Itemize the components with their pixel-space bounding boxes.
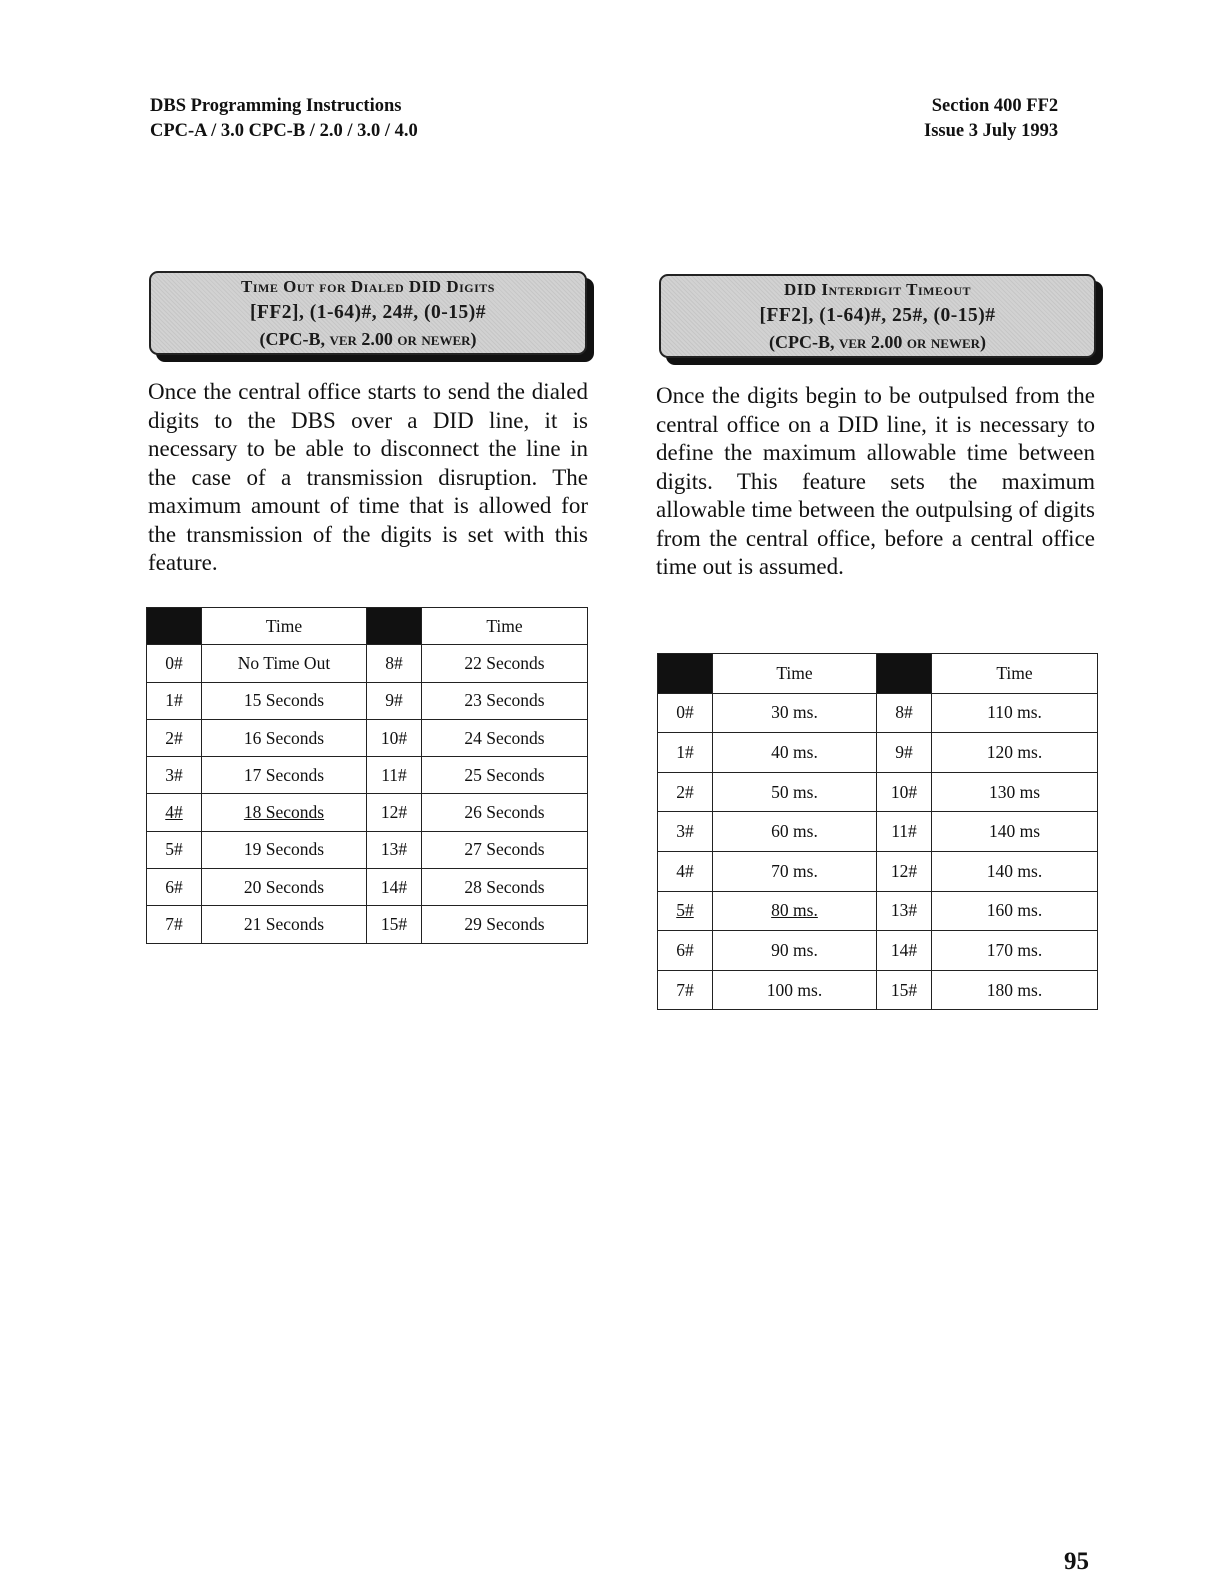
code-cell: 0# <box>658 693 713 733</box>
value-cell: 23 Seconds <box>422 682 588 719</box>
table-row-default <box>147 794 588 831</box>
table-row <box>658 851 1098 891</box>
column-header-time: Time <box>422 608 588 645</box>
value-cell: 26 Seconds <box>422 794 588 831</box>
table-header-row <box>147 608 588 645</box>
value-cell: 60 ms. <box>713 812 877 852</box>
value-cell: 20 Seconds <box>202 869 367 906</box>
feature-box-timeout-dialed-did-digits <box>149 271 587 355</box>
code-cell: 10# <box>877 772 932 812</box>
table-row <box>658 693 1098 733</box>
code-cell: 5# <box>147 831 202 868</box>
value-cell: 70 ms. <box>713 851 877 891</box>
value-cell: 29 Seconds <box>422 906 588 943</box>
value-cell: 100 ms. <box>713 970 877 1010</box>
header-blank-cell <box>367 608 422 645</box>
value-cell: 40 ms. <box>713 733 877 773</box>
document-header-right <box>924 94 1058 144</box>
code-cell: 8# <box>877 693 932 733</box>
code-cell: 6# <box>147 869 202 906</box>
value-cell: 130 ms <box>932 772 1098 812</box>
table-row <box>658 812 1098 852</box>
code-cell: 2# <box>147 719 202 756</box>
table-row <box>658 733 1098 773</box>
feature-version: (CPC-B, ver 2.00 or newer) <box>259 329 477 349</box>
table-row <box>147 831 588 868</box>
code-cell: 6# <box>658 931 713 971</box>
value-cell: 170 ms. <box>932 931 1098 971</box>
table-row <box>147 645 588 682</box>
document-header-left <box>150 94 418 144</box>
code-cell: 10# <box>367 719 422 756</box>
value-cell: 160 ms. <box>932 891 1098 931</box>
feature-version: (CPC-B, ver 2.00 or newer) <box>768 332 987 352</box>
value-cell: 15 Seconds <box>202 682 367 719</box>
header-blank-cell <box>658 654 713 694</box>
value-cell: 17 Seconds <box>202 757 367 794</box>
code-cell: 15# <box>877 970 932 1010</box>
value-cell: 110 ms. <box>932 693 1098 733</box>
column-header-time: Time <box>932 654 1098 694</box>
code-cell: 7# <box>658 970 713 1010</box>
table-row <box>147 906 588 943</box>
table-row <box>658 970 1098 1010</box>
code-cell: 9# <box>367 682 422 719</box>
timeout-values-table <box>146 607 588 944</box>
feature-title: Time Out for Dialed DID Digits <box>241 277 495 296</box>
header-blank-cell <box>877 654 932 694</box>
code-cell: 9# <box>877 733 932 773</box>
value-cell: 22 Seconds <box>422 645 588 682</box>
code-cell: 4# <box>658 851 713 891</box>
page-number: 95 <box>1064 1548 1089 1575</box>
code-cell: 12# <box>367 794 422 831</box>
column-header-time: Time <box>713 654 877 694</box>
code-cell: 15# <box>367 906 422 943</box>
interdigit-values-table <box>657 653 1098 1010</box>
value-cell: 30 ms. <box>713 693 877 733</box>
column-header-time: Time <box>202 608 367 645</box>
value-cell: 140 ms. <box>932 851 1098 891</box>
value-cell: 24 Seconds <box>422 719 588 756</box>
header-section: Section 400 FF2 <box>931 96 1059 116</box>
header-version: CPC-A / 3.0 CPC-B / 2.0 / 3.0 / 4.0 <box>150 121 418 141</box>
value-cell: 27 Seconds <box>422 831 588 868</box>
code-cell: 3# <box>147 757 202 794</box>
code-cell: 12# <box>877 851 932 891</box>
table-row <box>147 682 588 719</box>
value-cell: 180 ms. <box>932 970 1098 1010</box>
header-title: DBS Programming Instructions <box>150 96 402 116</box>
code-cell: 7# <box>147 906 202 943</box>
value-cell: No Time Out <box>202 645 367 682</box>
feature-description-interdigit: Once the digits begin to be outpulsed from the central office on a DID line, it is necessary to define the maximum allowable time between digits. This feature sets the maximum allowable time between the outpulsing of digits from the central office, before a central office time out is assumed. <box>656 383 1095 579</box>
table-header-row <box>658 654 1098 694</box>
code-cell: 0# <box>147 645 202 682</box>
default-code-cell: 4# <box>147 794 202 831</box>
header-issue: Issue 3 July 1993 <box>924 121 1059 141</box>
table-row <box>147 757 588 794</box>
code-cell: 1# <box>658 733 713 773</box>
table-row <box>658 931 1098 971</box>
value-cell: 21 Seconds <box>202 906 367 943</box>
default-code-cell: 5# <box>658 891 713 931</box>
default-value-cell: 18 Seconds <box>202 794 367 831</box>
value-cell: 16 Seconds <box>202 719 367 756</box>
default-value-cell: 80 ms. <box>713 891 877 931</box>
value-cell: 25 Seconds <box>422 757 588 794</box>
value-cell: 19 Seconds <box>202 831 367 868</box>
value-cell: 50 ms. <box>713 772 877 812</box>
code-cell: 11# <box>877 812 932 852</box>
code-cell: 3# <box>658 812 713 852</box>
code-cell: 11# <box>367 757 422 794</box>
value-cell: 28 Seconds <box>422 869 588 906</box>
code-cell: 14# <box>877 931 932 971</box>
table-row-default <box>658 891 1098 931</box>
feature-code: [FF2], (1-64)#, 24#, (0-15)# <box>249 302 487 323</box>
feature-description-timeout: Once the central office starts to send the dialed digits to the DBS over a DID line, it is necessary to be able to disconnect the line in the case of a transmission disruption. The maximum amount of time that is allowed for the transmission of the digits is set with this feature. <box>148 379 588 575</box>
value-cell: 90 ms. <box>713 931 877 971</box>
table-row <box>658 772 1098 812</box>
code-cell: 13# <box>877 891 932 931</box>
header-blank-cell <box>147 608 202 645</box>
code-cell: 1# <box>147 682 202 719</box>
feature-title: DID Interdigit Timeout <box>783 280 971 299</box>
feature-code: [FF2], (1-64)#, 25#, (0-15)# <box>759 305 996 326</box>
code-cell: 2# <box>658 772 713 812</box>
code-cell: 8# <box>367 645 422 682</box>
code-cell: 13# <box>367 831 422 868</box>
table-row <box>147 719 588 756</box>
table-row <box>147 869 588 906</box>
value-cell: 140 ms <box>932 812 1098 852</box>
value-cell: 120 ms. <box>932 733 1098 773</box>
code-cell: 14# <box>367 869 422 906</box>
feature-box-did-interdigit-timeout <box>659 274 1096 358</box>
